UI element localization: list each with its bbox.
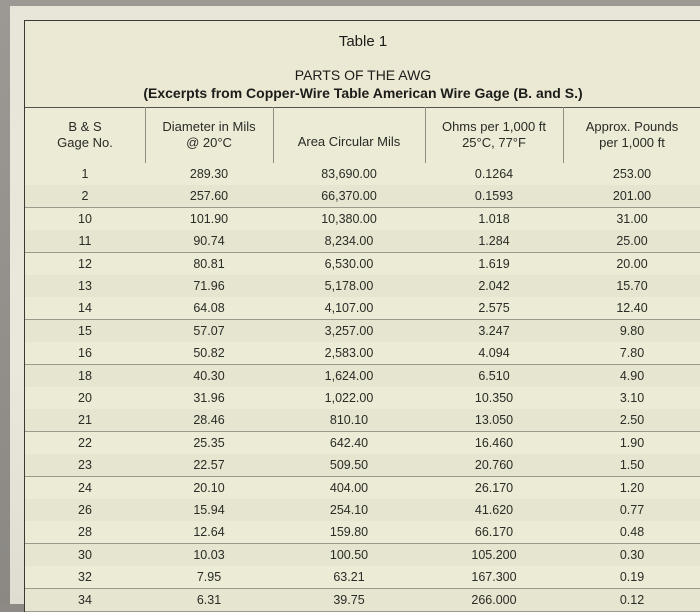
cell-diameter: 40.30	[193, 368, 225, 383]
cell-ohms: 167.300	[471, 570, 517, 585]
cell-area: 6,530.00	[324, 256, 374, 271]
cell-gage-no: 26	[78, 503, 92, 517]
cell-pounds: 31.00	[616, 211, 648, 226]
cell-ohms: 20.760	[474, 458, 514, 473]
cell-ohms: 3.247	[478, 323, 510, 338]
cell-ohms: 1.619	[478, 256, 510, 271]
cell-area: 509.50	[329, 458, 369, 473]
cell-area: 3,257.00	[324, 323, 374, 338]
table-row	[25, 409, 700, 432]
table-row	[25, 185, 700, 208]
cell-diameter: 12.64	[193, 525, 225, 540]
cell-diameter: 15.94	[193, 503, 225, 517]
cell-gage-no: 2	[81, 189, 89, 204]
cell-ohms: 0.1593	[474, 189, 514, 204]
cell-pounds: 1.20	[619, 480, 645, 495]
cell-gage-no: 15	[78, 323, 92, 338]
cell-gage-no: 1	[81, 167, 89, 181]
cell-area: 5,178.00	[324, 279, 374, 293]
cell-pounds: 2.50	[619, 413, 645, 428]
column-header-row	[25, 107, 700, 164]
cell-gage-no: 34	[78, 592, 92, 607]
cell-pounds: 7.80	[619, 346, 645, 361]
cell-area: 39.75	[333, 592, 365, 607]
cell-area: 642.40	[329, 435, 369, 450]
paper-sheet	[10, 6, 700, 607]
table-row	[25, 544, 700, 567]
cell-gage-no: 21	[78, 413, 92, 428]
cell-diameter: 71.96	[193, 279, 225, 293]
cell-ohms: 16.460	[474, 435, 514, 450]
column-header-diameter: Diameter in Mils @ 20°C	[162, 119, 256, 150]
cell-ohms: 105.200	[471, 547, 517, 562]
cell-gage-no: 16	[78, 346, 92, 361]
cell-ohms: 26.170	[474, 480, 514, 495]
cell-ohms: 6.510	[478, 368, 510, 383]
cell-gage-no: 10	[78, 211, 92, 226]
cell-area: 1,624.00	[324, 368, 374, 383]
table-row	[25, 253, 700, 276]
cell-diameter: 257.60	[189, 189, 229, 204]
cell-pounds: 253.00	[612, 167, 652, 181]
cell-diameter: 289.30	[189, 167, 229, 181]
cell-area: 100.50	[329, 547, 369, 562]
cell-ohms: 41.620	[474, 503, 514, 517]
cell-pounds: 3.10	[619, 391, 645, 405]
table-row	[25, 432, 700, 455]
column-header-area: Area Circular Mils	[297, 134, 401, 149]
cell-pounds: 4.90	[619, 368, 645, 383]
cell-diameter: 50.82	[193, 346, 225, 361]
cell-diameter: 101.90	[189, 211, 229, 226]
cell-pounds: 9.80	[619, 323, 645, 338]
column-header-gage: B & S Gage No.	[57, 119, 113, 150]
cell-pounds: 12.40	[616, 301, 648, 316]
cell-gage-no: 13	[78, 279, 92, 293]
cell-diameter: 90.74	[193, 234, 225, 249]
cell-gage-no: 11	[78, 234, 92, 249]
table-row	[25, 208, 700, 231]
column-header-ohms: Ohms per 1,000 ft 25°C, 77°F	[441, 119, 547, 150]
cell-diameter: 7.95	[196, 570, 222, 585]
cell-ohms: 2.042	[478, 279, 510, 293]
cell-pounds: 0.48	[619, 525, 645, 540]
cell-diameter: 10.03	[193, 547, 225, 562]
table-row	[25, 477, 700, 500]
cell-ohms: 66.170	[474, 525, 514, 540]
cell-ohms: 13.050	[474, 413, 514, 428]
cell-diameter: 28.46	[193, 413, 225, 428]
cell-area: 83,690.00	[321, 167, 377, 181]
column-header-pounds: Approx. Pounds per 1,000 ft	[585, 119, 679, 150]
table-row	[25, 566, 700, 589]
cell-area: 810.10	[329, 413, 369, 428]
table-heading: PARTS OF THE AWG	[294, 67, 432, 83]
table-row	[25, 275, 700, 298]
cell-diameter: 80.81	[193, 256, 225, 271]
table-row	[25, 365, 700, 388]
cell-pounds: 15.70	[616, 279, 648, 293]
table-row	[25, 320, 700, 343]
cell-gage-no: 30	[78, 547, 92, 562]
cell-ohms: 1.018	[478, 211, 510, 226]
cell-ohms: 10.350	[474, 391, 514, 405]
table-subheading: (Excerpts from Copper-Wire Table American Wire Gage (B. and S.)	[143, 85, 583, 101]
cell-diameter: 57.07	[193, 323, 225, 338]
cell-diameter: 20.10	[193, 480, 225, 495]
cell-pounds: 0.77	[619, 503, 645, 517]
cell-area: 4,107.00	[324, 301, 374, 316]
cell-ohms: 0.1264	[474, 167, 514, 181]
table-row	[25, 589, 700, 612]
cell-gage-no: 28	[78, 525, 92, 540]
cell-area: 404.00	[329, 480, 369, 495]
cell-ohms: 266.000	[471, 592, 517, 607]
table-row	[25, 521, 700, 544]
cell-pounds: 201.00	[612, 189, 652, 204]
awg-table	[24, 20, 700, 612]
table-row	[25, 387, 700, 410]
cell-pounds: 0.30	[619, 547, 645, 562]
cell-pounds: 20.00	[616, 256, 648, 271]
cell-area: 1,022.00	[324, 391, 374, 405]
table-row	[25, 342, 700, 365]
cell-area: 66,370.00	[321, 189, 377, 204]
cell-area: 63.21	[333, 570, 365, 585]
cell-area: 8,234.00	[324, 234, 374, 249]
table-label: Table 1	[338, 33, 388, 50]
cell-gage-no: 32	[78, 570, 92, 585]
cell-gage-no: 20	[78, 391, 92, 405]
cell-gage-no: 12	[78, 256, 92, 271]
cell-gage-no: 24	[78, 480, 92, 495]
cell-area: 254.10	[329, 503, 369, 517]
cell-area: 2,583.00	[324, 346, 374, 361]
table-row	[25, 297, 700, 320]
table-row	[25, 230, 700, 253]
cell-diameter: 6.31	[196, 592, 222, 607]
cell-gage-no: 23	[78, 458, 92, 473]
cell-gage-no: 14	[78, 301, 92, 316]
cell-pounds: 1.90	[619, 435, 645, 450]
cell-gage-no: 18	[78, 368, 92, 383]
cell-diameter: 25.35	[193, 435, 225, 450]
cell-area: 10,380.00	[321, 211, 377, 226]
cell-pounds: 0.19	[619, 570, 645, 585]
cell-ohms: 2.575	[478, 301, 510, 316]
cell-pounds: 1.50	[619, 458, 645, 473]
cell-diameter: 31.96	[193, 391, 225, 405]
cell-pounds: 25.00	[616, 234, 648, 249]
table-row	[25, 499, 700, 522]
cell-diameter: 64.08	[193, 301, 225, 316]
cell-ohms: 1.284	[478, 234, 510, 249]
table-row	[25, 454, 700, 477]
cell-ohms: 4.094	[478, 346, 510, 361]
table-row	[25, 163, 700, 186]
cell-gage-no: 22	[78, 435, 92, 450]
table-title-area	[25, 21, 700, 108]
cell-area: 159.80	[329, 525, 369, 540]
cell-pounds: 0.12	[619, 592, 645, 607]
cell-diameter: 22.57	[193, 458, 225, 473]
